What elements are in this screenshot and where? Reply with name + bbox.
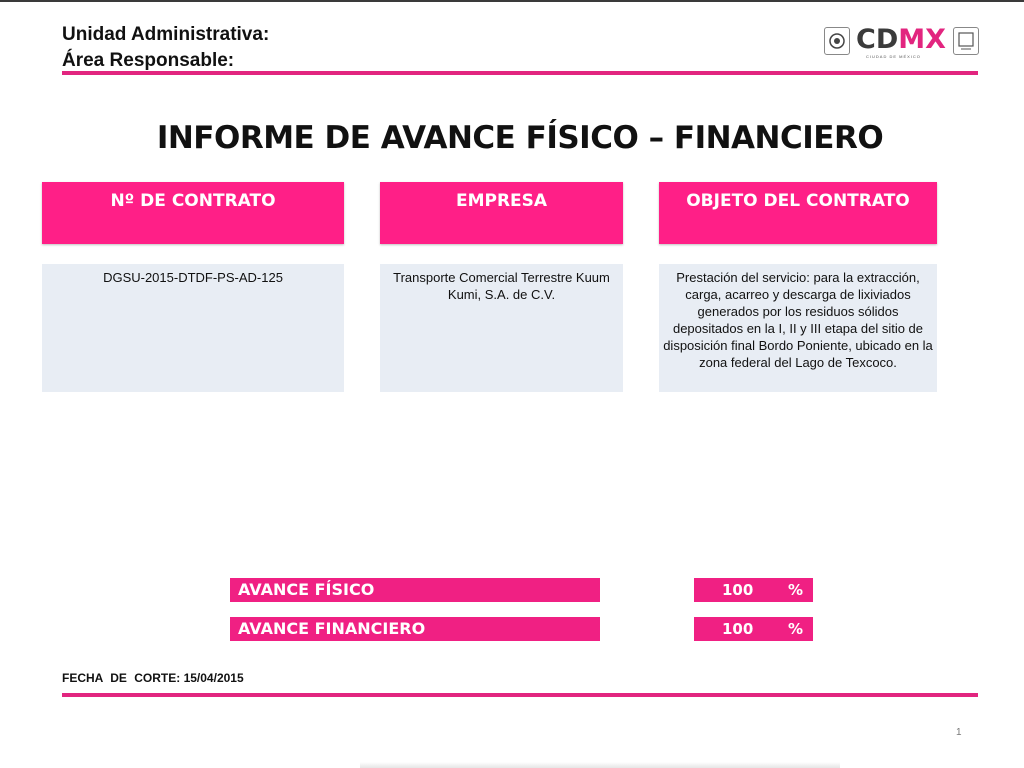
avance-financiero-value: [694, 617, 813, 641]
fecha-corte: [62, 671, 244, 685]
page-title: INFORME DE AVANCE FÍSICO – FINANCIERO: [156, 120, 884, 156]
header-divider: [62, 71, 978, 75]
secretaria-seal-icon: [953, 27, 979, 55]
fecha-corte-label: FECHA DE CORTE:: [62, 671, 181, 685]
avance-fisico-unit: %: [788, 581, 804, 599]
cdmx-logo: CDMX: [856, 24, 946, 55]
area-responsable-label: Área Responsable:: [62, 50, 235, 71]
contrato-value: DGSU-2015-DTDF-PS-AD-125: [42, 264, 344, 392]
fecha-corte-value: 15/04/2015: [183, 671, 244, 685]
avance-financiero-label: AVANCE FINANCIERO: [230, 617, 600, 641]
unidad-administrativa-label: Unidad Administrativa:: [62, 24, 270, 45]
government-seal-icon: [824, 27, 850, 55]
avance-financiero-unit: %: [788, 620, 804, 638]
avance-fisico-value: [694, 578, 813, 602]
top-border-line: [0, 0, 1024, 2]
objeto-header: OBJETO DEL CONTRATO: [659, 182, 937, 244]
contrato-header: Nº DE CONTRATO: [42, 182, 344, 244]
avance-financiero-number: 100: [722, 620, 754, 638]
empresa-header: EMPRESA: [380, 182, 623, 244]
page-number: 1: [956, 727, 962, 738]
footer-divider: [62, 693, 978, 697]
objeto-value: Prestación del servicio: para la extracción, carga, acarreo y descarga de lixiviados generados por los residuos sólidos depositados en la I, II y III etapa del sitio de disposición final Bordo Poniente, ubicado en la zona federal del Lago de Texcoco.: [659, 264, 937, 392]
avance-fisico-label: AVANCE FÍSICO: [230, 578, 600, 602]
empresa-value: Transporte Comercial Terrestre Kuum Kumi, S.A. de C.V.: [380, 264, 623, 392]
avance-fisico-number: 100: [722, 581, 754, 599]
cdmx-logo-subtitle: CIUDAD DE MÉXICO: [866, 54, 921, 59]
bottom-shadow: [360, 762, 840, 768]
